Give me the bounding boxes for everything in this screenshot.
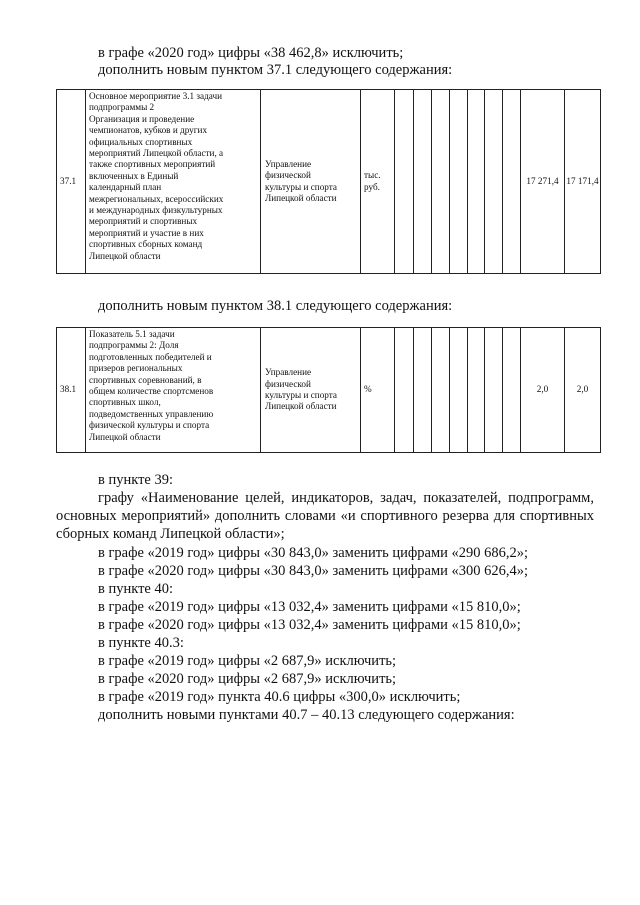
org-line: физической [265, 378, 311, 389]
unit-line: тыс. [364, 170, 381, 181]
empty-cell [503, 328, 521, 453]
body-line-2: в графе «2020 год» цифры «30 843,0» заменить цифрами «300 626,4»; [98, 563, 529, 579]
name-line: Основное мероприятие 3.1 задачи [89, 91, 223, 101]
empty-cell [432, 90, 450, 274]
org-line: Управление [265, 367, 312, 378]
body-line-8: в графе «2020 год» цифры «2 687,9» исключить; [98, 671, 397, 687]
empty-cell [395, 328, 414, 453]
row-unit: % [361, 328, 395, 453]
name-line: чемпионатов, кубков и других [89, 125, 208, 136]
value-2019: 2,0 [521, 328, 565, 453]
row-organization [261, 328, 361, 453]
body-line-7: в графе «2019 год» цифры «2 687,9» исключить; [98, 653, 397, 669]
name-line: включенных в Единый [89, 170, 179, 181]
body-line-3: в пункте 40: [98, 581, 174, 597]
org-line: культуры и спорта [265, 181, 337, 192]
body-line-9: в графе «2019 год» пункта 40.6 цифры «300,0» исключить; [98, 689, 461, 705]
org-line: физической [265, 170, 311, 181]
empty-cell [395, 90, 414, 274]
empty-cell [503, 90, 521, 274]
table-row [57, 90, 601, 274]
empty-cell [468, 90, 485, 274]
name-line: общем количестве спортсменов [89, 386, 214, 397]
name-line: официальных спортивных [89, 136, 193, 147]
name-line: подведомственных управлению [89, 408, 214, 419]
name-line: призеров региональных [89, 363, 183, 374]
body-line-5: в графе «2020 год» цифры «13 032,4» заменить цифрами «15 810,0»; [98, 617, 521, 633]
body-line-10: дополнить новыми пунктами 40.7 – 40.13 следующего содержания: [98, 707, 515, 723]
org-line: Липецкой области [265, 192, 337, 203]
name-line: Организация и проведение [89, 113, 195, 124]
body-line-4: в графе «2019 год» цифры «13 032,4» заменить цифрами «15 810,0»; [98, 599, 521, 615]
name-line: Липецкой области [89, 431, 161, 442]
org-line: Управление [265, 158, 312, 169]
empty-cell [450, 328, 468, 453]
org-line: культуры и спорта [265, 390, 337, 400]
intro-line-2: дополнить новым пунктом 37.1 следующего содержания: [98, 62, 453, 78]
name-line: Показатель 5.1 задачи [89, 329, 175, 339]
unit-line: руб. [364, 181, 380, 192]
body-line-6: в пункте 40.3: [98, 635, 184, 651]
name-line: также спортивных мероприятий [89, 159, 216, 170]
name-line: физической культуры и спорта [89, 420, 210, 431]
value-2020: 17 171,4 [565, 90, 601, 274]
empty-cell [432, 328, 450, 453]
empty-cell [468, 328, 485, 453]
empty-cell [414, 90, 432, 274]
name-line: спортивных соревнований, в [89, 374, 202, 385]
empty-cell [485, 90, 503, 274]
row-unit [361, 90, 395, 274]
empty-cell [414, 328, 432, 453]
table-item-38-1 [56, 327, 601, 453]
name-line: подготовленных победителей и [89, 351, 212, 362]
value-2020: 2,0 [565, 328, 601, 453]
empty-cell [450, 90, 468, 274]
table-item-37-1 [56, 89, 601, 274]
name-line: подпрограммы 2: Доля [89, 340, 179, 351]
row-name [86, 328, 261, 453]
name-line: календарный план [89, 182, 162, 193]
name-line: мероприятий и спортивных [89, 216, 198, 227]
name-line: мероприятий Липецкой области, а [89, 148, 224, 159]
name-line: Липецкой области [89, 250, 161, 261]
table-row [57, 328, 601, 453]
row-number: 37.1 [57, 90, 86, 274]
name-line: мероприятий и участие в них [89, 227, 204, 238]
row-number: 38.1 [57, 328, 86, 453]
name-line: спортивных школ, [89, 397, 161, 408]
row-organization [261, 90, 361, 274]
body-point-39: в пункте 39: [98, 472, 174, 488]
mid-line: дополнить новым пунктом 38.1 следующего содержания: [98, 298, 453, 314]
row-name [86, 90, 261, 274]
name-line: и международных физкультурных [89, 205, 223, 216]
name-line: межрегиональных, всероссийских [89, 193, 224, 204]
body-graph-paragraph: графу «Наименование целей, индикаторов, задач, показателей, подпрограмм, основных мероприятий» дополнить словами «и спортивного резерва для спортивных сборных команд Липецкой области»; [56, 490, 594, 542]
body-line-1: в графе «2019 год» цифры «30 843,0» заменить цифрами «290 686,2»; [98, 545, 529, 561]
value-2019: 17 271,4 [521, 90, 565, 274]
empty-cell [485, 328, 503, 453]
intro-line-1: в графе «2020 год» цифры «38 462,8» исключить; [98, 45, 404, 61]
org-line: Липецкой области [265, 401, 337, 412]
name-line: подпрограммы 2 [89, 102, 155, 113]
name-line: спортивных сборных команд [89, 239, 203, 250]
